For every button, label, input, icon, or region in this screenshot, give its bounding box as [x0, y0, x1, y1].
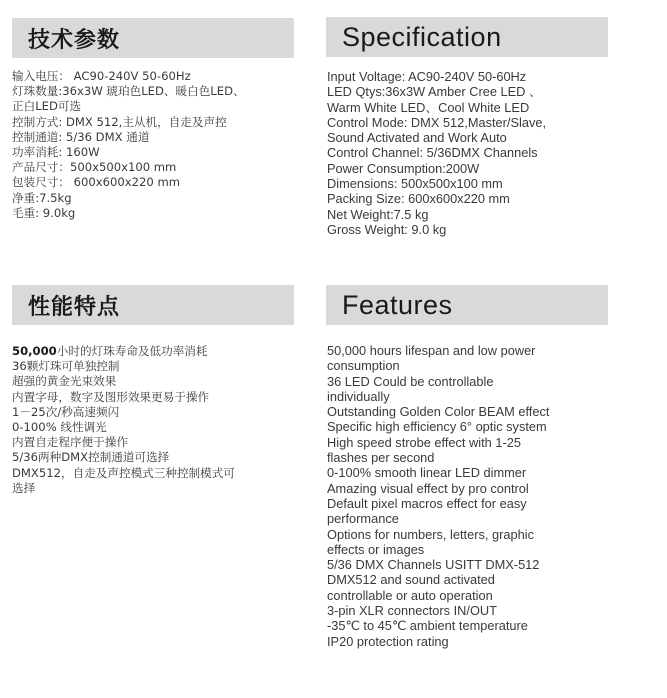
feature-item-en: Default pixel macros effect for easy performance — [327, 495, 527, 527]
spec-item-cn: 控制通道: 5/36 DMX 通道 — [12, 129, 150, 144]
features-list-en — [327, 343, 657, 649]
spec-item-cn: 毛重: 9.0kg — [12, 205, 76, 220]
spec-title-cn: 技术参数 — [28, 27, 121, 53]
feature-item-en: 3-pin XLR connectors IN/OUT — [327, 603, 497, 619]
feature-item-en: -35℃ to 45℃ ambient temperature — [327, 618, 528, 634]
feature-item-cn: 内置字母，数字及图形效果更易于操作 — [12, 389, 210, 404]
features-header-cn — [12, 285, 294, 325]
feature-item-en: Options for numbers, letters, graphic effects or images — [327, 526, 534, 557]
feature-item-en: Outstanding Golden Color BEAM effect — [327, 404, 550, 420]
spec-list-cn — [12, 69, 312, 221]
feature-item-cn: 0-100% 线性调光 — [12, 420, 107, 435]
spec-item-en: Input Voltage: AC90-240V 50-60Hz — [327, 69, 527, 84]
features-list-cn — [12, 344, 312, 496]
features-title-en: Features — [342, 289, 453, 320]
feature-item-en: High speed strobe effect with 1-25 flashes per second — [327, 434, 521, 466]
spec-item-cn: 控制方式: DMX 512,主从机，自走及声控 — [12, 114, 227, 129]
feature-item-en: Specific high efficiency 6° optic system — [327, 419, 547, 435]
spec-item-cn: 净重:7.5kg — [12, 190, 72, 205]
spec-item-cn: 包装尺寸： 600x600x220 mm — [12, 175, 181, 190]
feature-item-en: 50,000 hours lifespan and low power consumption — [327, 343, 536, 374]
feature-item-cn: 5/36两种DMX控制通道可选择 — [12, 450, 170, 465]
feature-item-cn: 超强的黄金光束效果 — [12, 374, 117, 389]
spec-item-en: Packing Size: 600x600x220 mm — [327, 191, 510, 207]
features-header-en — [326, 285, 608, 325]
feature-item-cn: 内置自走程序便于操作 — [12, 435, 128, 450]
spec-item-en: LED Qtys:36x3W Amber Cree LED 、 Warm White LED、Cool White LED — [327, 84, 542, 115]
feature-item-en: 36 LED Could be controllable individually — [327, 373, 494, 404]
feature-item-cn: DMX512，自走及声控模式三种控制模式可 选择 — [12, 465, 235, 495]
spec-title-en: Specification — [342, 21, 502, 52]
feature-item-cn: 1－25次/秒高速频闪 — [12, 404, 120, 419]
feature-item-en: Amazing visual effect by pro control — [327, 480, 529, 496]
spec-item-en: Power Consumption:200W — [327, 160, 480, 176]
spec-item-en: Net Weight:7.5 kg — [327, 206, 429, 222]
spec-item-cn: 灯珠数量:36x3W 琥珀色LED、暖白色LED、 正白LED可选 — [12, 84, 245, 114]
spec-item-cn: 功率消耗: 160W — [12, 145, 100, 160]
feature-item-cn: 36颗灯珠可单独控制 — [12, 359, 120, 374]
spec-item-cn: 产品尺寸：500x500x100 mm — [12, 160, 177, 175]
spec-item-en: Dimensions: 500x500x100 mm — [327, 176, 503, 192]
feature-item-cn — [12, 344, 312, 359]
feature-item-cn-text: 小时的灯珠寿命及低功率消耗 — [56, 344, 208, 358]
spec-item-en: Control Mode: DMX 512,Master/Slave, Sound Activated and Work Auto — [327, 114, 547, 146]
feature-item-en: 0-100% smooth linear LED dimmer — [327, 465, 527, 481]
spec-item-en: Control Channel: 5/36DMX Channels — [327, 145, 538, 161]
spec-item-cn: 输入电压： AC90-240V 50-60Hz — [12, 69, 191, 83]
feature-item-en: IP20 protection rating — [327, 633, 449, 649]
feature-item-en: DMX512 and sound activated controllable or auto operation — [327, 572, 495, 603]
feature-item-en: 5/36 DMX Channels USITT DMX-512 — [327, 557, 540, 573]
feature-highlight-number: 50,000 — [12, 344, 57, 358]
spec-header-en — [326, 17, 608, 57]
spec-list-en — [327, 69, 657, 237]
spec-header-cn — [12, 18, 294, 58]
spec-item-en: Gross Weight: 9.0 kg — [327, 221, 447, 237]
features-title-cn: 性能特点 — [28, 294, 121, 320]
